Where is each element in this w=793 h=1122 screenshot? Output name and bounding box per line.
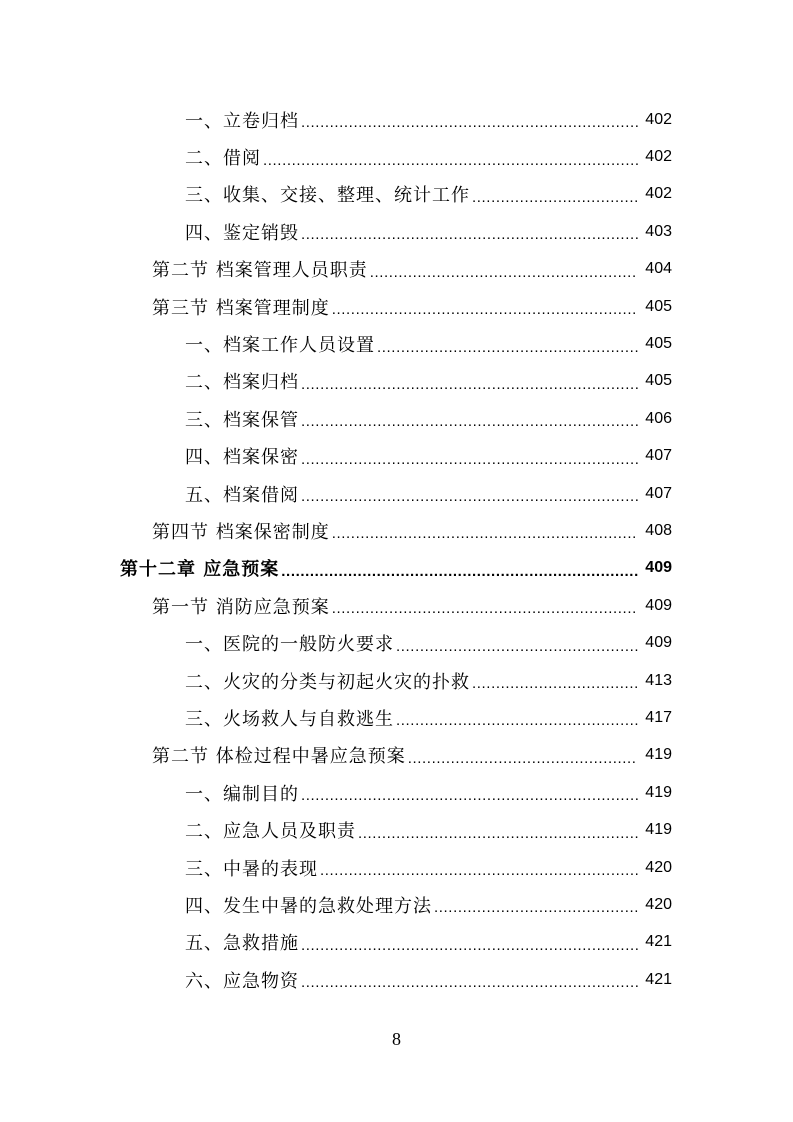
dot-leader xyxy=(332,526,638,541)
toc-entry-page-number: 405 xyxy=(645,297,672,315)
toc-subsection-entry[interactable] xyxy=(0,924,793,961)
toc-entry-page-number: 419 xyxy=(645,821,672,839)
dot-leader xyxy=(472,190,638,205)
toc-entry-title: 第二节 体检过程中暑应急预案 xyxy=(152,746,406,768)
toc-entry-title: 第三节 档案管理制度 xyxy=(152,297,330,319)
toc-subsection-entry[interactable] xyxy=(0,213,793,250)
toc-section-entry[interactable] xyxy=(0,512,793,549)
toc-subsection-entry[interactable] xyxy=(0,624,793,661)
dot-leader xyxy=(320,863,638,878)
toc-entry-title: 三、收集、交接、整理、统计工作 xyxy=(185,185,470,207)
dot-leader xyxy=(301,377,638,392)
dot-leader xyxy=(301,227,638,242)
toc-subsection-entry[interactable] xyxy=(0,774,793,811)
toc-entry-page-number: 420 xyxy=(645,895,672,913)
toc-entry-page-number: 421 xyxy=(645,970,672,988)
toc-subsection-entry[interactable] xyxy=(0,400,793,437)
toc-entry-page-number: 419 xyxy=(645,746,672,764)
toc-entry-title: 五、急救措施 xyxy=(185,933,299,955)
toc-subsection-entry[interactable] xyxy=(0,101,793,138)
dot-leader xyxy=(301,414,638,429)
toc-subsection-entry[interactable] xyxy=(0,475,793,512)
toc-subsection-entry[interactable] xyxy=(0,438,793,475)
toc-entry-title: 三、火场救人与自救逃生 xyxy=(185,708,394,730)
toc-section-entry[interactable] xyxy=(0,251,793,288)
toc-entry-page-number: 407 xyxy=(645,447,672,465)
toc-entry-title: 四、发生中暑的急救处理方法 xyxy=(185,895,432,917)
dot-leader xyxy=(408,751,638,766)
dot-leader xyxy=(263,153,638,168)
toc-entry-title: 一、档案工作人员设置 xyxy=(185,335,375,357)
toc-entry-page-number: 402 xyxy=(645,148,672,166)
toc-entry-page-number: 405 xyxy=(645,372,672,390)
dot-leader xyxy=(370,265,638,280)
toc-entry-title: 四、鉴定销毁 xyxy=(185,222,299,244)
toc-section-entry[interactable] xyxy=(0,587,793,624)
toc-entry-title: 一、编制目的 xyxy=(185,783,299,805)
toc-entry-title: 六、应急物资 xyxy=(185,970,299,992)
dot-leader xyxy=(396,639,638,654)
toc-subsection-entry[interactable] xyxy=(0,699,793,736)
toc-subsection-entry[interactable] xyxy=(0,176,793,213)
toc-entry-title: 三、中暑的表现 xyxy=(185,858,318,880)
dot-leader xyxy=(377,340,638,355)
dot-leader xyxy=(301,938,638,953)
toc-entry-title: 一、医院的一般防火要求 xyxy=(185,634,394,656)
toc-entry-title: 二、火灾的分类与初起火灾的扑救 xyxy=(185,671,470,693)
toc-subsection-entry[interactable] xyxy=(0,662,793,699)
toc-entry-title: 三、档案保管 xyxy=(185,409,299,431)
toc-entry-page-number: 404 xyxy=(645,260,672,278)
toc-entry-title: 第四节 档案保密制度 xyxy=(152,521,330,543)
toc-section-entry[interactable] xyxy=(0,288,793,325)
toc-chapter-entry[interactable] xyxy=(0,550,793,587)
dot-leader xyxy=(332,302,638,317)
toc-subsection-entry[interactable] xyxy=(0,363,793,400)
toc-entry-page-number: 421 xyxy=(645,933,672,951)
toc-entry-page-number: 409 xyxy=(645,634,672,652)
dot-leader xyxy=(358,826,638,841)
toc-section-entry[interactable] xyxy=(0,737,793,774)
toc-entry-title: 二、档案归档 xyxy=(185,372,299,394)
toc-entry-title: 第二节 档案管理人员职责 xyxy=(152,260,368,282)
toc-entry-page-number: 413 xyxy=(645,671,672,689)
dot-leader xyxy=(301,489,638,504)
toc-entry-page-number: 417 xyxy=(645,708,672,726)
dot-leader xyxy=(301,975,638,990)
toc-entry-page-number: 405 xyxy=(645,335,672,353)
toc-subsection-entry[interactable] xyxy=(0,325,793,362)
dot-leader xyxy=(472,676,638,691)
toc-entry-title: 一、立卷归档 xyxy=(185,110,299,132)
toc-entry-page-number: 402 xyxy=(645,110,672,128)
toc-entry-title: 第十二章 应急预案 xyxy=(120,559,280,581)
dot-leader xyxy=(301,452,638,467)
toc-subsection-entry[interactable] xyxy=(0,886,793,923)
toc-entry-title: 五、档案借阅 xyxy=(185,484,299,506)
page-number: 8 xyxy=(392,1029,401,1049)
toc-entry-page-number: 406 xyxy=(645,409,672,427)
toc-entry-page-number: 409 xyxy=(645,559,672,577)
toc-entry-title: 第一节 消防应急预案 xyxy=(152,596,330,618)
dot-leader xyxy=(332,601,638,616)
toc-entry-title: 二、应急人员及职责 xyxy=(185,821,356,843)
toc-subsection-entry[interactable] xyxy=(0,849,793,886)
toc-subsection-entry[interactable] xyxy=(0,961,793,998)
dot-leader xyxy=(434,900,638,915)
toc-entry-page-number: 402 xyxy=(645,185,672,203)
toc-entry-title: 四、档案保密 xyxy=(185,447,299,469)
toc-subsection-entry[interactable] xyxy=(0,138,793,175)
toc-entry-page-number: 407 xyxy=(645,484,672,502)
dot-leader xyxy=(281,564,638,579)
toc-entry-page-number: 408 xyxy=(645,521,672,539)
toc-entry-page-number: 409 xyxy=(645,596,672,614)
toc-entry-title: 二、借阅 xyxy=(185,148,261,170)
dot-leader xyxy=(301,788,638,803)
dot-leader xyxy=(396,713,638,728)
dot-leader xyxy=(301,115,638,130)
toc-subsection-entry[interactable] xyxy=(0,811,793,848)
table-of-contents xyxy=(0,101,793,998)
toc-entry-page-number: 403 xyxy=(645,222,672,240)
toc-entry-page-number: 420 xyxy=(645,858,672,876)
toc-entry-page-number: 419 xyxy=(645,783,672,801)
